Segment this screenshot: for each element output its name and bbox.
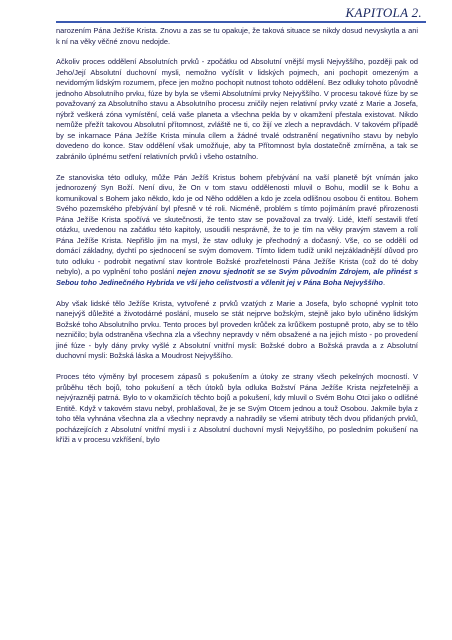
emphasized-text: nejen znovu sjednotit se se Svým původním Zdrojem, ale přinést s Sebou toho Jedinečného Hybrida ve vší jeho celistvosti a včlenit jej v Pána Boha Nejvyššího (56, 267, 418, 287)
paragraph-text: Ačkoliv proces oddělení Absolutních prvků - zpočátku od Absolutní vnější mysli Nejvyššího, později pak od Jeho/Její Absolutní duchovní mysli, nemožno vyčíslit v lidských pojmech, ani pochopit omezeným a nevidomým lidským rozumem, přece jen možno pochopit nutnost tohoto oddělení. Bez odluky tohoto původně jednoho Absolutního prvku, fúze by byla se všemi Absolutními prvky Nejvyššího. V procesu takové fúze by se považovaný za Absolutního stavu a Absolutního procesu zničily nejen relativní prvky vzaté z Marie a Josefa, nýbrž veškerá zóna vymístění, celá vaše planeta a všechna pekla by v okamžení přestala existovat. Nikdo nemůže přežít takovou Absolutní přítomnost, zvláště ne ti, co žijí ve zlech a nepravdách. V takovém případě by se inkarnace Pána Ježíše Krista minula cílem a žádné trvalé odstranění negativního stavu by nebylo dovedeno do konce. Stav oddělení však umožňuje, aby ta Přítomnost byla dostatečně zmírněna, a tak se zabránilo úplnému setření relativních prvků i všeho ostatního. (56, 57, 418, 161)
paragraph-tail: . (382, 277, 386, 287)
paragraph (56, 26, 418, 47)
body-text (56, 26, 418, 456)
header-divider (56, 21, 426, 23)
paragraph-text: Proces této výměny byl procesem zápasů s pokušením a útoky ze strany všech pekelných mocností. V průběhu těch bojů, toho pokušení a těch útoků byla odluka Božství Pána Ježíše Krista nejzřetelněji a nejvýrazněji patrná. Bylo to v okamžicích těchto bojů a pokušení, kdy mluvil o Svém Bohu Otci jako o odlišné Entitě. Když v takovém stavu nebyl, prohlašoval, že je se Svým Otcem jednou a touž Osobou. Jakmile byla z toho těla vyhnána všechna zla a všechny nepravdy a nahradily se všemi atributy těch dvou přidaných prvků, pocházejících z Absolutní vnitřní mysli i z Absolutní duchovní mysli Nejvyššího, po posledním pokušení na kříži a v procesu vzkříšení, bylo (56, 372, 418, 445)
chapter-title: KAPITOLA 2. (345, 5, 422, 20)
paragraph (56, 372, 418, 446)
paragraph (56, 299, 418, 362)
paragraph-text: narozením Pána Ježíše Krista. Znovu a zas se tu opakuje, že taková situace se nikdy dosud nevyskytla a ani k ní na věky věčné znovu nedojde. (56, 26, 418, 46)
paragraph-text: Aby však lidské tělo Ježíše Krista, vytvořené z prvků vzatých z Marie a Josefa, bylo schopné vyplnit toto nanejvýš důležité a životodárné poslání, muselo se stát nejprve božským, stejně jako bylo učiněno lidským Božské toho Absolutního prvku. Tento proces byl proveden krůček za krůčkem postupně proto, aby se to tělo nezničilo; byla odstraněna všechna zla a všechny nepravdy v něm obsažené a na jejich místo - po provedení jiné fúze - byly dány prvky vyšlé z Absolutní vnitřní mysli: Božské dobro a Božská pravda a z Absolutní duchovní mysli: Božská láska a Moudrost Nejvyššího. (56, 298, 418, 361)
paragraph-text: Ze stanoviska této odluky, může Pán Ježíš Kristus bohem přebývání na vaší planetě být vnímán jako jednorozený Syn Boží. Není divu, že On v tom stavu oddělenosti mluvil o Bohu, modlil se k Bohu a komunikoval s Bohem jako někdo, kdo je od Něho oddělen a kdo je zcela odlišnou osobou či entitou. Bohem Svého pozemského přebývání byl přesně v té roli. Nicméně, problém s tímto pojímáním pravé přirozenosti Pána Ježíše Krista spočívá ve skutečnosti, že tento stav se považoval za trvalý. Lidé, kteří sestavili třetí otázku, uvedenou na začátku této kapitoly, usoudili nesprávně, že to je tím na věky pravým stavem a rolí Pána Ježíše Krista. Nepřišlo jim na mysl, že stav odluky je přechodný a dočasný. Vše, co se oddělí od domácí základny, dychtí po sjednocení se svým domovem. Tímto lidem tudíž unikl nejzákladnější důvod pro tuto odluku - podrobit negativní stav kontrole Božské prozřetelnosti Pána Ježíše Krista (což do té doby nebylo), a po vyplnění toho poslání (56, 172, 418, 277)
paragraph (56, 173, 418, 289)
paragraph (56, 57, 418, 162)
